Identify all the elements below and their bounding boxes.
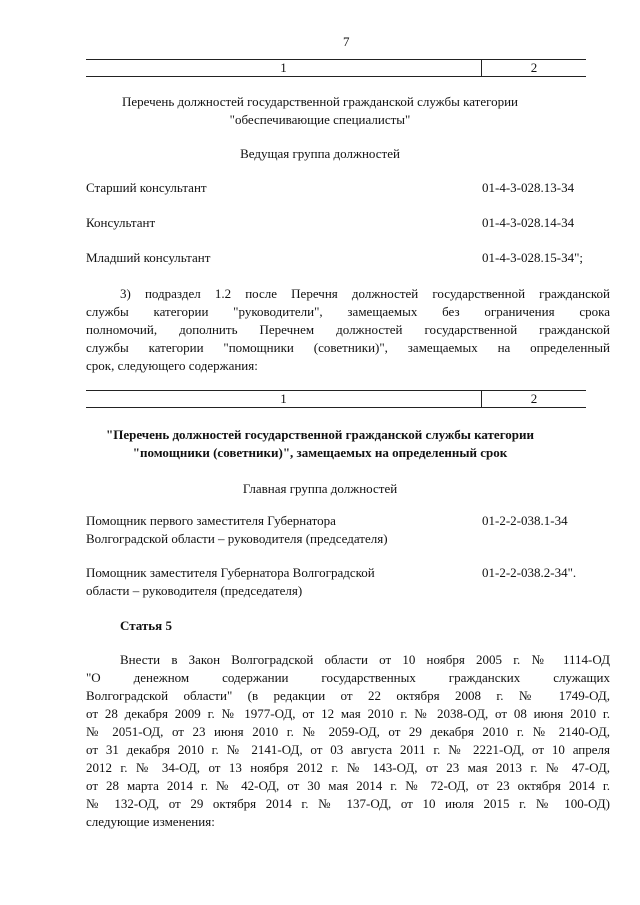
list1-row-code: 01-4-3-028.14-34 — [482, 215, 575, 230]
list1-row-name: Старший консультант — [86, 180, 207, 195]
paragraph-line: службы категории "помощники (советники)", замещаемых на определенный — [86, 340, 610, 355]
list2-row-name: Помощник первого заместителя Губернатора — [86, 513, 336, 528]
paragraph-line: следующие изменения: — [86, 814, 215, 829]
table-header-2 — [86, 390, 586, 408]
list2-row-name: области – руководителя (председателя) — [86, 583, 303, 598]
paragraph-line: полномочий, дополнить Перечнем должностей государственной гражданской — [86, 322, 610, 337]
paragraph-line: Внести в Закон Волгоградской области от 10 ноября 2005 г. № 1114-ОД — [120, 652, 610, 667]
table-header-1 — [86, 59, 586, 77]
paragraph-line: от 28 декабря 2009 г. № 1977-ОД, от 12 мая 2010 г. № 2038-ОД, от 08 июня 2010 г. — [86, 706, 610, 721]
list2-title-line1: "Перечень должностей государственной гражданской службы категории — [105, 427, 534, 442]
paragraph-line: службы категории "руководители", замещаемых без ограничения срока — [86, 304, 610, 319]
paragraph-article5 — [86, 651, 610, 831]
list1-row-name: Младший консультант — [86, 250, 211, 265]
paragraph-3 — [86, 285, 610, 375]
paragraph-line: 3) подраздел 1.2 после Перечня должностей государственной гражданской — [120, 286, 610, 301]
list1-row-code: 01-4-3-028.13-34 — [482, 180, 575, 195]
list2-title-line2: "помощники (советники)", замещаемых на определенный срок — [132, 445, 508, 460]
table-header-col1: 1 — [280, 60, 287, 75]
paragraph-line: "О денежном содержании государственных гражданских служащих — [86, 670, 610, 685]
paragraph-line: от 28 марта 2014 г. № 42-ОД, от 30 мая 2014 г. № 72-ОД, от 23 октября 2014 г. — [86, 778, 610, 793]
table-header-col2: 2 — [530, 60, 538, 75]
list2-row-code: 01-2-2-038.2-34". — [482, 565, 577, 580]
list2-row-code: 01-2-2-038.1-34 — [482, 513, 568, 528]
list1-title-line1: Перечень должностей государственной гражданской службы категории — [121, 94, 519, 109]
article-title: Статья 5 — [120, 618, 172, 633]
table-header-col1: 1 — [280, 391, 287, 406]
paragraph-line: Волгоградской области" (в редакции от 22 октября 2008 г. № 1749-ОД, — [86, 688, 610, 703]
paragraph-line: срок, следующего содержания: — [86, 358, 258, 373]
paragraph-line: 2012 г. № 34-ОД, от 13 ноября 2012 г. № 143-ОД, от 23 мая 2013 г. № 47-ОД, — [86, 760, 610, 775]
list1-group-heading: Ведущая группа должностей — [240, 146, 400, 161]
paragraph-line: от 31 декабря 2010 г. № 2141-ОД, от 03 августа 2011 г. № 2221-ОД, от 10 апреля — [86, 742, 610, 757]
list2-group-heading: Главная группа должностей — [242, 481, 398, 496]
table-header-col2: 2 — [530, 391, 538, 406]
list1-row-code: 01-4-3-028.15-34"; — [482, 250, 583, 265]
page-number: 7 — [343, 34, 350, 49]
list2-row-name: Помощник заместителя Губернатора Волгоградской — [86, 565, 375, 580]
list1-row-name: Консультант — [86, 215, 156, 230]
list1-title-line2: "обеспечивающие специалисты" — [229, 112, 411, 127]
paragraph-line: № 132-ОД, от 29 октября 2014 г. № 137-ОД, от 10 июля 2015 г. № 100-ОД) — [86, 796, 610, 811]
paragraph-line: № 2051-ОД, от 23 июня 2010 г. № 2059-ОД, от 29 декабря 2010 г. № 2140-ОД, — [86, 724, 610, 739]
list2-row-name: Волгоградской области – руководителя (председателя) — [86, 531, 388, 546]
